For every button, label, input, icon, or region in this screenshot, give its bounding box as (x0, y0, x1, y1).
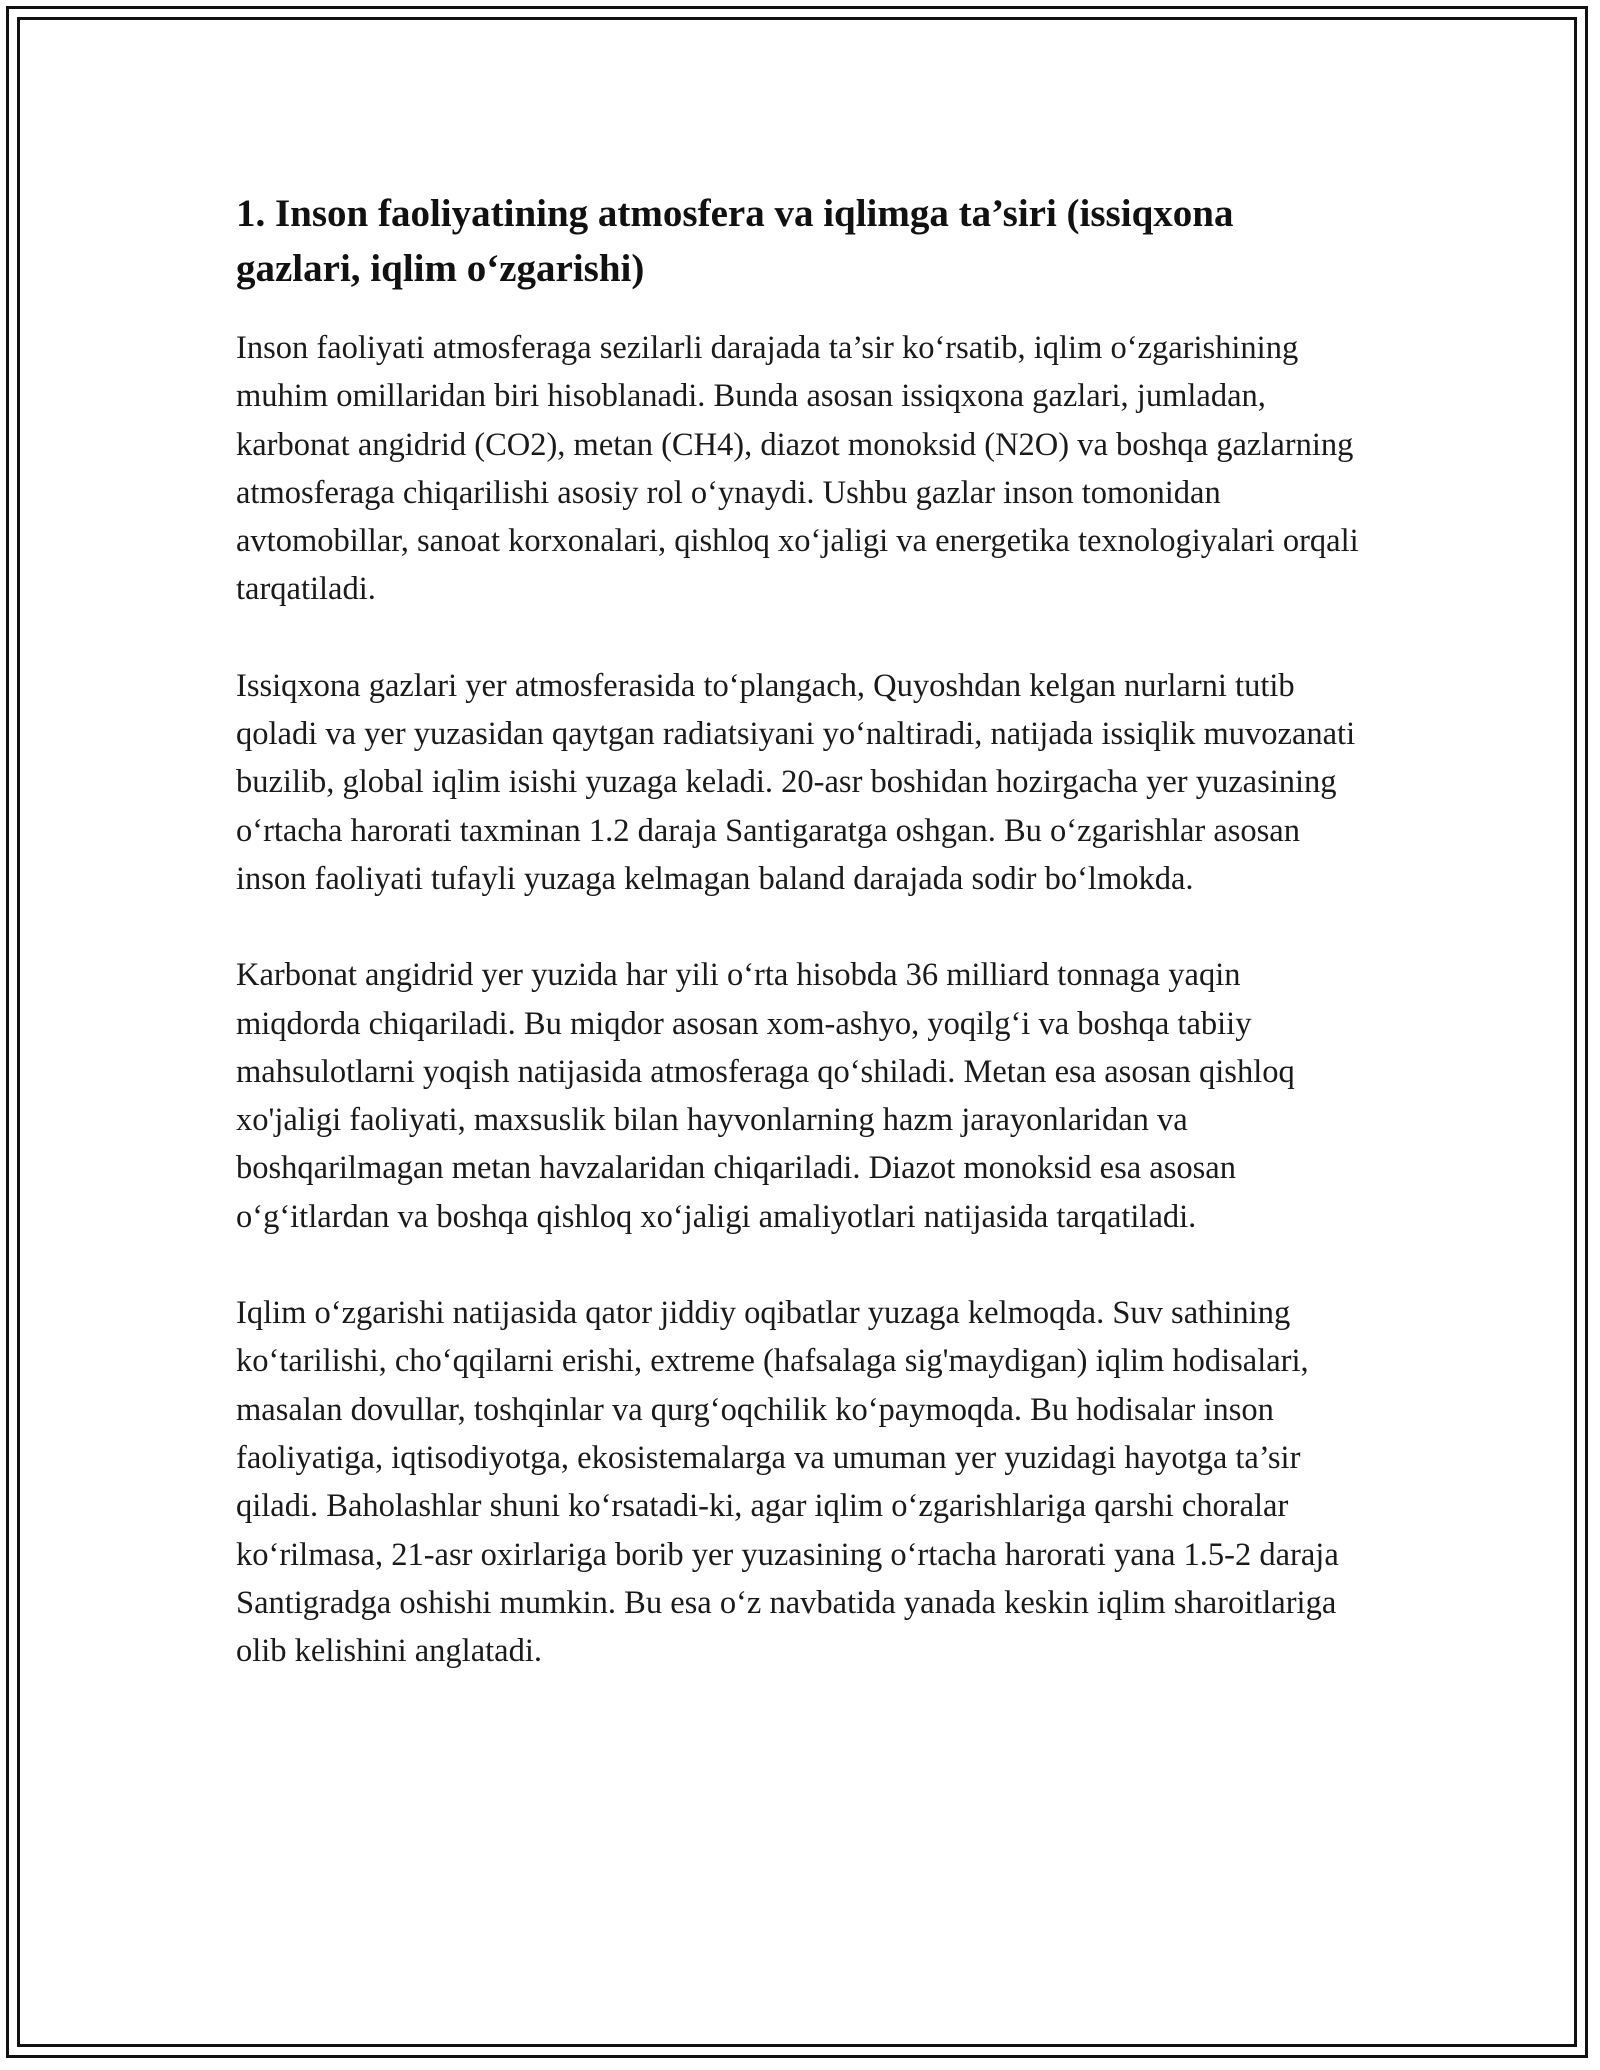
paragraph-4: Iqlim o‘zgarishi natijasida qator jiddiy oqibatlar yuzaga kelmoqda. Suv sathining ko‘tarilishi, cho‘qqilarni erishi, extreme (hafsalaga sig'maydigan) iqlim hodisalari, masalan dovullar, toshqinlar va qurg‘oqchilik ko‘paymoqda. Bu hodisalar inson faoliyatiga, iqtisodiyotga, ekosistemalarga va umuman yer yuzidagi hayotga ta’sir qiladi. Baholashlar shuni ko‘rsatadi-ki, agar iqlim o‘zgarishlariga qarshi choralar ko‘rilmasa, 21-asr oxirlariga borib yer yuzasining o‘rtacha harorati yana 1.5-2 daraja Santigradga oshishi mumkin. Bu esa o‘z navbatida yanada keskin iqlim sharoitlariga olib kelishini anglatadi. (236, 1295, 1339, 1670)
paragraph-1: Inson faoliyati atmosferaga sezilarli darajada ta’sir ko‘rsatib, iqlim o‘zgarishining muhim omillaridan biri hisoblanadi. Bunda asosan issiqxona gazlari, jumladan, karbonat angidrid (CO2), metan (CH4), diazot monoksid (N2O) va boshqa gazlarning atmosferaga chiqarilishi asosiy rol o‘ynaydi. Ushbu gazlar inson tomonidan avtomobillar, sanoat korxonalari, qishloq xo‘jaligi va energetika texnologiyalari orqali tarqatiladi. (236, 330, 1359, 608)
paragraph-3: Karbonat angidrid yer yuzida har yili o‘rta hisobda 36 milliard tonnaga yaqin miqdorda chiqariladi. Bu miqdor asosan xom-ashyo, yoqilg‘i va boshqa tabiiy mahsulotlarni yoqish natijasida atmosferaga qo‘shiladi. Metan esa asosan qishloq xo'jaligi faoliyati, maxsuslik bilan hayvonlarning hazm jarayonlaridan va boshqarilmagan metan havzalaridan chiqariladi. Diazot monoksid esa asosan o‘g‘itlardan va boshqa qishloq xo‘jaligi amaliyotlari natijasida tarqatiladi. (236, 957, 1295, 1235)
document-body (236, 186, 1366, 1723)
paragraph-2: Issiqxona gazlari yer atmosferasida to‘plangach, Quyoshdan kelgan nurlarni tutib qoladi va yer yuzasidan qaytgan radiatsiyani yo‘naltiradi, natijada issiqlik muvozanati buzilib, global iqlim isishi yuzaga keladi. 20-asr boshidan hozirgacha yer yuzasining o‘rtacha harorati taxminan 1.2 daraja Santigaratga oshgan. Bu o‘zgarishlar asosan inson faoliyati tufayli yuzaga kelmagan baland darajada sodir bo‘lmokda. (236, 667, 1356, 897)
section-heading: 1. Inson faoliyatining atmosfera va iqlimga ta’siri (issiqxona gazlari, iqlim o‘zgarishi) (236, 192, 1234, 290)
